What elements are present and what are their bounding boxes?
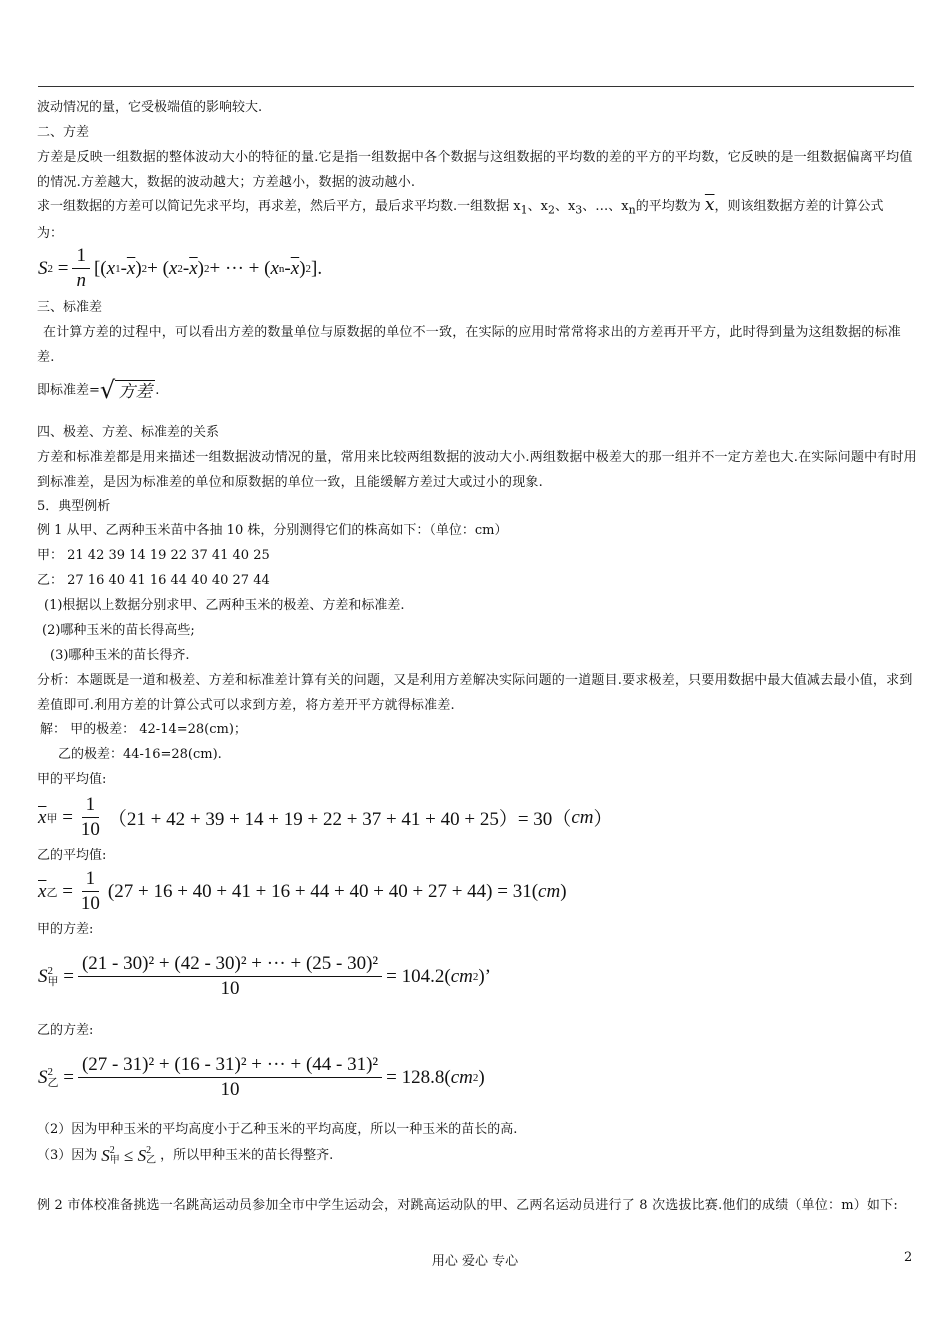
solution-range-yi: 乙的极差：44-16=28(cm). xyxy=(58,747,222,762)
variance-jia-formula: S 2 甲 = $\frac{\text{(21 - 30)² + (42 - 30)² + ··· + (25 - 30)²}}{10}$ = 104.2( cm 2 )’ xyxy=(38,953,491,999)
paragraph-variance-method: 求一组数据的方差可以简记先求平均，再求差，然后平方，最后求平均数.一组数据 $x_1$、$x_2$、$x_3$、…、$x_n$的平均数为 $\overline{x}$，则该组数据方差的计算公式 xyxy=(37,195,884,217)
label-mean-yi: 乙的平均值: xyxy=(37,848,107,863)
section-heading-relation: 四、极差、方差、标准差的关系 xyxy=(37,425,220,440)
text-line: 为： xyxy=(37,226,64,241)
paragraph-std-definition: 在计算方差的过程中，可以看出方差的数量单位与原数据的单位不一致，在实际的应用时常常将求出的方差再开平方，此时得到量为这组数据的标准差. xyxy=(37,325,902,365)
std-formula-line: 即标准差= √ 方差 . xyxy=(37,376,160,404)
mean-yi-formula: $\overline{x}$ 乙 = $\frac{1}{10}$ (27 + 16 + 40 + 41 + 16 + 44 + 40 + 40 + 27 + 44) = 31( cm ) xyxy=(38,868,567,914)
footer-slogan: 用心 爱心 专心 xyxy=(431,1254,519,1269)
variance-inequality: S 2 甲 ≤ S 2 乙 xyxy=(101,1145,157,1166)
header-rule xyxy=(38,86,914,87)
question-2: (2)哪种玉米的苗长得高些; xyxy=(42,623,195,638)
section-heading-variance: 二、方差 xyxy=(37,125,90,140)
variance-formula: S 2 = $\frac{1}{n}$ [( x 1 - $\overline{x}$ ) 2 + ( x 2 - $\overline{x}$ ) 2 + ··· + ( x n - $\overline{x}$ ) 2 ]. xyxy=(38,245,323,291)
section-heading-std: 三、标准差 xyxy=(37,300,103,315)
conclusion-3: （3）因为 S 2 甲 ≤ S 2 乙 ，所以甲种玉米的苗长得整齐. xyxy=(37,1145,334,1166)
conclusion-2: （2）因为甲种玉米的平均高度小于乙种玉米的平均高度，所以一种玉米的苗长的高. xyxy=(37,1122,518,1137)
x-bar-symbol: $\overline{x}$ xyxy=(704,195,715,215)
label-variance-jia: 甲的方差: xyxy=(37,922,94,937)
section-heading-examples: 5．典型例析 xyxy=(37,499,111,514)
label-mean-jia: 甲的平均值: xyxy=(37,772,107,787)
variance-yi-formula: S 2 乙 = $\frac{\text{(27 - 31)² + (16 - 31)² + ··· + (44 - 31)²}}{10}$ = 128.8( cm 2 ) xyxy=(38,1054,485,1100)
label-variance-yi: 乙的方差: xyxy=(37,1023,94,1038)
mean-jia-formula: $\overline{x}$ 甲 = $\frac{1}{10}$ （21 + 42 + 39 + 14 + 19 + 22 + 37 + 41 + 40 + 25）= 30（ cm ） xyxy=(38,794,613,840)
question-1: (1)根据以上数据分别求甲、乙两种玉米的极差、方差和标准差. xyxy=(44,598,405,613)
data-row-yi: 乙： 27 16 40 41 16 44 40 40 27 44 xyxy=(37,573,270,588)
square-root-expression: √ 方差 xyxy=(100,378,155,403)
example-2-statement: 例 2 市体校准备挑选一名跳高运动员参加全市中学生运动会，对跳高运动队的甲、乙两名运动员进行了 8 次选拔比赛.他们的成绩（单位：m）如下: xyxy=(37,1198,898,1213)
paragraph-relation: 方差和标准差都是用来描述一组数据波动情况的量，常用来比较两组数据的波动大小.两组数据中极差大的那一组并不一定方差也大.在实际问题中有时用到标准差，是因为标准差的单位和原数据的单位一致，且能缓解方差过大或过小的现象. xyxy=(37,450,917,490)
example-1-statement: 例 1 从甲、乙两种玉米苗中各抽 10 株，分别测得它们的株高如下：（单位：cm） xyxy=(37,523,508,538)
analysis-paragraph: 分析：本题既是一道和极差、方差和标准差计算有关的问题，又是利用方差解决实际问题的一道题目.要求极差，只要用数据中最大值减去最小值，求到差值即可.利用方差的计算公式可以求到方差，将方差开平方就得标准差. xyxy=(37,673,913,713)
solution-range-jia: 解： 甲的极差： 42-14=28(cm)； xyxy=(40,722,247,737)
text-line: 波动情况的量，它受极端值的影响较大. xyxy=(37,100,263,115)
page-number: 2 xyxy=(904,1250,913,1265)
data-row-jia: 甲： 21 42 39 14 19 22 37 41 40 25 xyxy=(37,548,270,563)
question-3: (3)哪种玉米的苗长得齐. xyxy=(50,648,190,663)
paragraph-variance-definition: 方差是反映一组数据的整体波动大小的特征的量.它是指一组数据中各个数据与这组数据的平均数的差的平方的平均数，它反映的是一组数据偏离平均值的情况.方差越大，数据的波动越大；方差越小，数据的波动越小. xyxy=(37,150,913,190)
